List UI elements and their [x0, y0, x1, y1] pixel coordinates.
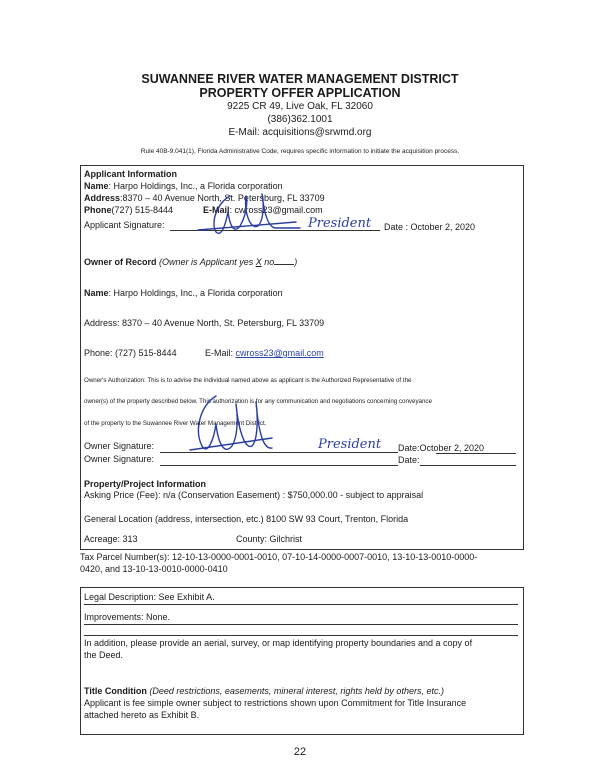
title-condition-italic: (Deed restrictions, easements, mineral interest, rights held by others, etc.) — [146, 686, 444, 696]
owner-date-line-2 — [420, 465, 516, 466]
form-title: PROPERTY OFFER APPLICATION — [199, 86, 401, 100]
owner-heading-close: ) — [294, 257, 298, 267]
applicant-signature-date: Date : October 2, 2020 — [384, 222, 476, 232]
addition-line1: In addition, please provide an aerial, survey, or map identifying property boundaries and a copy of — [84, 638, 473, 648]
rule-note: Rule 40B-9.041(1), Florida Administrative Code, requires specific information to initiate the acquisition process. — [140, 148, 460, 155]
page-number: 22 — [293, 746, 307, 758]
owner-name-label: Name — [84, 288, 109, 298]
applicant-phone — [84, 205, 173, 215]
owner-authorization-line3: of the property to the Suwannee River Water Management District. — [84, 420, 267, 427]
applicant-address-value: :8370 – 40 Avenue North, St. Petersburg, FL 33709 — [120, 193, 325, 203]
county: County: Gilchrist — [236, 534, 303, 544]
owner-authorization-line1: Owner's Authorization: This is to advise the individual named above as applicant is the Authorized Representative of the — [84, 377, 412, 384]
title-condition-heading — [84, 686, 444, 696]
applicant-phone-value: (727) 515-8444 — [111, 205, 174, 215]
blank-line — [84, 635, 518, 636]
district-phone: (386)362.1001 — [267, 114, 333, 125]
owner-signature-date-2: Date: — [398, 455, 420, 465]
owner-signature-title: President — [318, 437, 382, 452]
asking-price: Asking Price (Fee): n/a (Conservation Easement) : $750,000.00 - subject to appraisal — [84, 490, 424, 500]
applicant-signature-label: Applicant Signature: — [84, 220, 165, 230]
applicant-name-label: Name — [84, 181, 109, 191]
applicant-address-label: Address — [84, 193, 121, 203]
owner-date-line-1 — [436, 453, 516, 454]
owner-name-value: : Harpo Holdings, Inc., a Florida corporation — [108, 288, 283, 298]
owner-email — [205, 348, 324, 358]
owner-email-link[interactable]: cwross23@gmail.com — [235, 348, 324, 358]
owner-heading — [84, 257, 297, 267]
owner-heading-bold: Owner of Record — [84, 257, 157, 267]
owner-email-label: E-Mail: — [205, 348, 234, 358]
title-condition-line1: Applicant is fee simple owner subject to restrictions shown upon Commitment for Title Insurance — [84, 698, 467, 708]
applicant-signature-title: President — [308, 216, 372, 231]
owner-authorization-line2: owner(s) of the property described below. This authorization is for any communication and negotiations concerning conveyance — [84, 398, 432, 405]
district-title: SUWANNEE RIVER WATER MANAGEMENT DISTRICT — [141, 72, 459, 86]
owner-heading-no: no — [261, 257, 275, 267]
applicant-phone-label: Phone — [84, 205, 112, 215]
addition-line2: the Deed. — [84, 650, 124, 660]
applicant-name-value: : Harpo Holdings, Inc., a Florida corporation — [108, 181, 283, 191]
acreage: Acreage: 313 — [84, 534, 138, 544]
owner-signature-line-1 — [160, 452, 398, 453]
owner-address: Address: 8370 – 40 Avenue North, St. Petersburg, FL 33709 — [84, 318, 325, 328]
applicant-email-label: E-Mail — [203, 205, 230, 215]
general-location: General Location (address, intersection, etc.) 8100 SW 93 Court, Trenton, Florida — [84, 514, 409, 524]
applicant-signature-scribble — [168, 182, 318, 240]
owner-heading-italic: (Owner is Applicant yes — [156, 257, 256, 267]
owner-heading-x: X — [255, 257, 262, 267]
improvements: Improvements: None. — [84, 612, 171, 622]
property-section-title: Property/Project Information — [84, 479, 207, 489]
tax-parcel-line2: 0420, and 13-10-13-0010-0000-0410 — [80, 564, 228, 574]
legal-description-line — [84, 604, 518, 605]
owner-no-blank — [274, 264, 294, 265]
applicant-section-title: Applicant Information — [84, 169, 177, 179]
owner-signature-line-2 — [160, 465, 398, 466]
title-condition-line2: attached hereto as Exhibit B. — [84, 710, 200, 720]
improvements-line — [84, 624, 518, 625]
owner-signature-scribble — [186, 386, 276, 466]
owner-signature-date-1: Date:October 2, 2020 — [398, 443, 485, 453]
owner-signature-label-1: Owner Signature: — [84, 441, 155, 451]
owner-signature-label-2: Owner Signature: — [84, 454, 155, 464]
owner-phone: Phone: (727) 515-8444 — [84, 348, 177, 358]
district-email: E-Mail: acquisitions@srwmd.org — [228, 127, 372, 138]
legal-description: Legal Description: See Exhibit A. — [84, 592, 215, 602]
owner-name — [84, 288, 283, 298]
district-address: 9225 CR 49, Live Oak, FL 32060 — [227, 101, 373, 112]
applicant-email-value: : cwross23@gmail.com — [229, 205, 323, 215]
tax-parcel-line1: Tax Parcel Number(s): 12-10-13-0000-0001-0010, 07-10-14-0000-0007-0010, 13-10-13-0010-0000- — [80, 552, 478, 562]
title-condition-bold: Title Condition — [84, 686, 147, 696]
